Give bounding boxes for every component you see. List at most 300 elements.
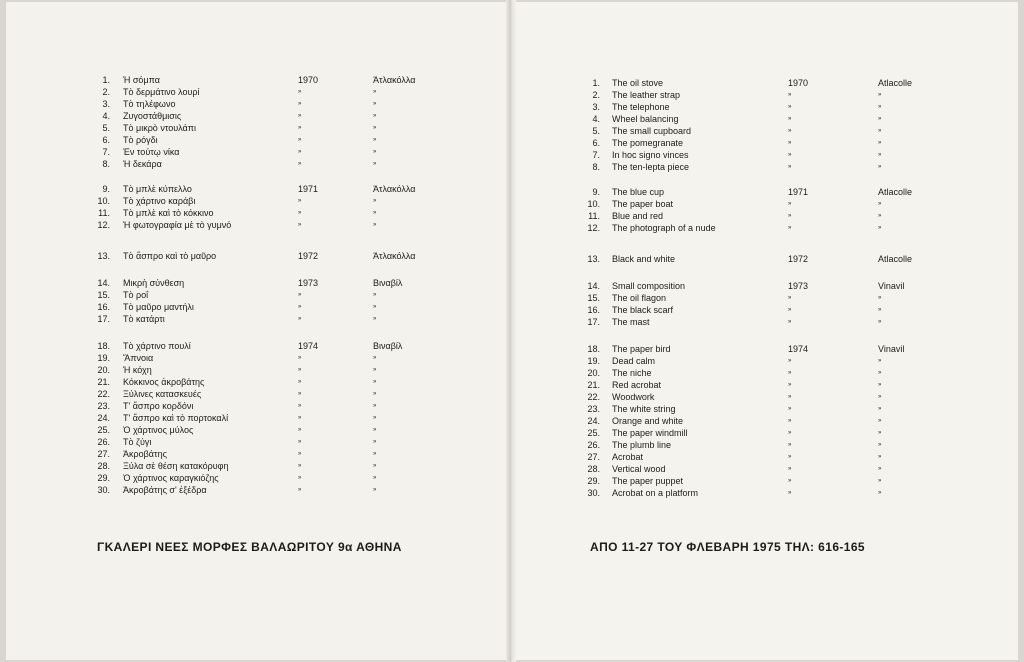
work-year: » xyxy=(788,478,792,484)
work-row xyxy=(90,400,450,412)
work-material: » xyxy=(373,161,377,167)
work-year: 1971 xyxy=(298,184,319,194)
work-title: Ὁ χάρτινος καραγκιόζης xyxy=(123,473,219,483)
work-row xyxy=(90,376,450,388)
work-title: Τὸ χάρτινο καράβι xyxy=(123,196,196,206)
work-material: » xyxy=(878,307,882,313)
work-material: » xyxy=(373,316,377,322)
work-material: » xyxy=(878,116,882,122)
work-title: The leather strap xyxy=(612,90,681,100)
work-number: 22. xyxy=(587,392,600,402)
work-number: 21. xyxy=(587,380,600,390)
work-title: The oil flagon xyxy=(612,293,667,303)
work-number: 20. xyxy=(587,368,600,378)
work-row xyxy=(576,427,936,439)
work-row xyxy=(576,379,936,391)
work-year: » xyxy=(788,358,792,364)
work-year: » xyxy=(298,463,302,469)
work-year: » xyxy=(298,475,302,481)
work-row xyxy=(90,122,450,134)
work-row xyxy=(90,340,450,352)
work-row xyxy=(90,289,450,301)
work-year: » xyxy=(788,225,792,231)
work-number: 15. xyxy=(587,293,600,303)
work-year: » xyxy=(298,355,302,361)
work-row xyxy=(576,415,936,427)
work-number: 12. xyxy=(587,223,600,233)
work-material: » xyxy=(878,358,882,364)
work-title: Ἀκροβάτης σ' ἐξέδρα xyxy=(123,485,207,495)
work-row xyxy=(90,86,450,98)
work-material: » xyxy=(373,475,377,481)
work-number: 29. xyxy=(587,476,600,486)
work-material: » xyxy=(373,487,377,493)
work-title: Ἐν τούτῳ νίκα xyxy=(123,147,180,157)
work-row xyxy=(576,89,936,101)
work-title: Τ' ἄσπρο καὶ τὸ πορτοκαλί xyxy=(123,413,229,423)
work-row xyxy=(576,355,936,367)
work-row xyxy=(90,472,450,484)
work-number: 2. xyxy=(592,90,600,100)
work-row xyxy=(90,250,450,262)
work-title: Τὸ τηλέφωνο xyxy=(123,99,176,109)
work-year: » xyxy=(788,295,792,301)
work-material: » xyxy=(878,319,882,325)
work-row xyxy=(90,448,450,460)
work-material: » xyxy=(373,198,377,204)
work-title: The pomegranate xyxy=(612,138,684,148)
work-row xyxy=(576,222,936,234)
work-row xyxy=(576,316,936,328)
work-material: » xyxy=(373,125,377,131)
work-material: » xyxy=(373,427,377,433)
work-material: » xyxy=(373,101,377,107)
work-title: The paper boat xyxy=(612,199,674,209)
work-title: The plumb line xyxy=(612,440,672,450)
work-material: » xyxy=(373,403,377,409)
work-material: » xyxy=(878,394,882,400)
work-material: » xyxy=(878,406,882,412)
work-row xyxy=(576,475,936,487)
work-material: » xyxy=(878,213,882,219)
work-row xyxy=(90,313,450,325)
work-row xyxy=(90,460,450,472)
work-number: 22. xyxy=(97,389,110,399)
work-row xyxy=(90,352,450,364)
work-material: Βιναβίλ xyxy=(373,341,403,351)
work-year: » xyxy=(788,406,792,412)
work-title: Wheel balancing xyxy=(612,114,679,124)
work-row xyxy=(90,219,450,231)
work-number: 30. xyxy=(587,488,600,498)
work-year: » xyxy=(298,210,302,216)
work-number: 26. xyxy=(97,437,110,447)
work-title: The white string xyxy=(612,404,676,414)
work-year: 1972 xyxy=(788,254,809,264)
work-number: 13. xyxy=(587,254,600,264)
work-year: 1971 xyxy=(788,187,809,197)
work-year: » xyxy=(788,201,792,207)
work-row xyxy=(90,388,450,400)
work-number: 26. xyxy=(587,440,600,450)
work-material: » xyxy=(373,137,377,143)
work-material: » xyxy=(878,478,882,484)
work-number: 5. xyxy=(592,126,600,136)
work-material: » xyxy=(373,292,377,298)
work-material: » xyxy=(373,89,377,95)
work-material: » xyxy=(878,128,882,134)
work-number: 25. xyxy=(97,425,110,435)
work-title: Ὁ χάρτινος μύλος xyxy=(123,425,194,435)
work-row xyxy=(576,487,936,499)
work-year: 1974 xyxy=(788,344,809,354)
work-year: » xyxy=(298,113,302,119)
work-title: Τὸ μπλὲ καὶ τὸ κόκκινο xyxy=(123,208,214,218)
work-year: » xyxy=(298,304,302,310)
work-year: » xyxy=(298,125,302,131)
work-title: Ἀκροβάτης xyxy=(123,449,167,459)
work-material: » xyxy=(878,295,882,301)
work-year: » xyxy=(298,292,302,298)
work-title: Ἡ κόχη xyxy=(123,365,152,375)
work-number: 29. xyxy=(97,473,110,483)
work-title: The niche xyxy=(612,368,652,378)
work-row xyxy=(90,110,450,122)
work-material: » xyxy=(878,454,882,460)
work-year: » xyxy=(298,161,302,167)
work-number: 18. xyxy=(587,344,600,354)
work-row xyxy=(90,74,450,86)
work-row xyxy=(576,149,936,161)
work-material: » xyxy=(373,379,377,385)
work-row xyxy=(576,403,936,415)
work-title: The black scarf xyxy=(612,305,674,315)
work-year: » xyxy=(298,149,302,155)
work-title: The paper bird xyxy=(612,344,671,354)
work-title: The blue cup xyxy=(612,187,665,197)
work-number: 25. xyxy=(587,428,600,438)
work-year: 1970 xyxy=(788,78,809,88)
work-year: » xyxy=(788,307,792,313)
work-year: » xyxy=(298,101,302,107)
work-year: » xyxy=(298,222,302,228)
page-fold xyxy=(506,0,516,662)
work-material: » xyxy=(878,104,882,110)
work-title: Τὸ μικρὸ ντουλάπι xyxy=(123,123,196,133)
work-number: 11. xyxy=(98,208,110,218)
work-material: » xyxy=(373,451,377,457)
work-title: Ἡ σόμπα xyxy=(123,75,160,85)
work-row xyxy=(576,77,936,89)
work-year: » xyxy=(298,379,302,385)
work-number: 27. xyxy=(587,452,600,462)
work-material: » xyxy=(878,152,882,158)
work-row xyxy=(90,424,450,436)
work-year: » xyxy=(788,430,792,436)
work-title: The telephone xyxy=(612,102,670,112)
work-row xyxy=(576,161,936,173)
work-row xyxy=(90,183,450,195)
work-row xyxy=(576,304,936,316)
work-material: » xyxy=(373,222,377,228)
work-year: » xyxy=(788,164,792,170)
work-year: » xyxy=(788,466,792,472)
work-material: Atlacolle xyxy=(878,254,913,264)
work-row xyxy=(90,98,450,110)
work-number: 27. xyxy=(97,449,110,459)
work-title: Acrobat on a platform xyxy=(612,488,699,498)
work-row xyxy=(90,436,450,448)
work-number: 24. xyxy=(97,413,110,423)
work-year: » xyxy=(788,394,792,400)
work-number: 14. xyxy=(97,278,110,288)
work-title: The paper puppet xyxy=(612,476,684,486)
work-title: Κόκκινος ἀκροβάτης xyxy=(123,377,205,387)
work-title: The photograph of a nude xyxy=(612,223,716,233)
work-number: 7. xyxy=(102,147,110,157)
work-title: Τὸ ζύγι xyxy=(123,437,152,447)
work-number: 9. xyxy=(102,184,110,194)
work-material: » xyxy=(878,442,882,448)
work-number: 5. xyxy=(102,123,110,133)
work-row xyxy=(90,207,450,219)
work-title: The oil stove xyxy=(612,78,664,88)
work-material: » xyxy=(878,418,882,424)
work-material: » xyxy=(373,149,377,155)
work-title: The small cupboard xyxy=(612,126,692,136)
work-number: 10. xyxy=(97,196,110,206)
work-material: Ἀτλακόλλα xyxy=(373,251,416,261)
work-year: 1970 xyxy=(298,75,319,85)
work-row xyxy=(90,364,450,376)
work-row xyxy=(90,158,450,170)
work-year: » xyxy=(298,439,302,445)
work-material: » xyxy=(878,490,882,496)
work-row xyxy=(576,343,936,355)
work-number: 28. xyxy=(97,461,110,471)
work-year: » xyxy=(788,382,792,388)
work-number: 17. xyxy=(97,314,110,324)
work-number: 19. xyxy=(97,353,110,363)
work-material: » xyxy=(373,113,377,119)
work-title: Woodwork xyxy=(612,392,655,402)
work-title: Τὸ μαῦρο μαντήλι xyxy=(123,302,194,312)
work-year: » xyxy=(298,415,302,421)
work-year: » xyxy=(298,367,302,373)
work-row xyxy=(576,292,936,304)
work-number: 6. xyxy=(592,138,600,148)
work-year: 1973 xyxy=(298,278,319,288)
work-title: Τ' ἄσπρο κορδόνι xyxy=(123,401,194,411)
work-number: 30. xyxy=(97,485,110,495)
work-row xyxy=(90,412,450,424)
work-title: The paper windmill xyxy=(612,428,688,438)
work-year: » xyxy=(788,213,792,219)
work-number: 14. xyxy=(587,281,600,291)
work-number: 23. xyxy=(97,401,110,411)
work-row xyxy=(90,146,450,158)
work-title: Acrobat xyxy=(612,452,644,462)
work-year: » xyxy=(788,140,792,146)
work-material: » xyxy=(878,164,882,170)
work-material: » xyxy=(373,304,377,310)
work-number: 13. xyxy=(97,251,110,261)
work-number: 23. xyxy=(587,404,600,414)
work-row xyxy=(576,253,936,265)
work-number: 24. xyxy=(587,416,600,426)
work-row xyxy=(576,367,936,379)
work-row xyxy=(576,451,936,463)
work-material: » xyxy=(878,225,882,231)
work-number: 21. xyxy=(97,377,110,387)
work-year: » xyxy=(788,418,792,424)
work-row xyxy=(576,280,936,292)
work-number: 9. xyxy=(592,187,600,197)
work-year: » xyxy=(298,198,302,204)
work-material: » xyxy=(373,210,377,216)
work-number: 17. xyxy=(587,317,600,327)
work-number: 18. xyxy=(97,341,110,351)
work-title: Ξύλα σὲ θέση κατακόρυφη xyxy=(123,461,229,471)
work-number: 19. xyxy=(587,356,600,366)
work-year: » xyxy=(788,490,792,496)
work-title: Dead calm xyxy=(612,356,656,366)
work-year: » xyxy=(298,403,302,409)
work-year: » xyxy=(788,116,792,122)
work-number: 2. xyxy=(102,87,110,97)
work-row xyxy=(576,113,936,125)
work-material: » xyxy=(878,140,882,146)
work-title: Ζυγοστάθμισις xyxy=(123,111,182,121)
work-material: » xyxy=(878,382,882,388)
work-number: 10. xyxy=(587,199,600,209)
work-title: Τὸ ροΐ xyxy=(123,290,149,300)
work-number: 15. xyxy=(97,290,110,300)
work-year: » xyxy=(298,137,302,143)
work-year: » xyxy=(298,487,302,493)
work-year: » xyxy=(298,316,302,322)
work-title: Ἄπνοια xyxy=(123,353,154,363)
work-number: 11. xyxy=(588,211,600,221)
work-number: 12. xyxy=(97,220,110,230)
work-material: » xyxy=(373,367,377,373)
work-row xyxy=(90,301,450,313)
work-year: » xyxy=(788,319,792,325)
work-material: » xyxy=(373,463,377,469)
work-title: Τὸ μπλὲ κύπελλο xyxy=(123,184,192,194)
work-row xyxy=(90,277,450,289)
work-title: Ἡ φωτογραφία μὲ τὸ γυμνό xyxy=(123,220,232,230)
exhibition-dates: ΑΠΟ 11-27 ΤΟΥ ΦΛΕΒΑΡΗ 1975 ΤΗΛ: 616-165 xyxy=(590,540,866,554)
work-material: » xyxy=(878,430,882,436)
work-title: Ἡ δεκάρα xyxy=(123,159,162,169)
work-material: » xyxy=(878,370,882,376)
work-year: » xyxy=(788,370,792,376)
work-year: » xyxy=(788,128,792,134)
work-year: » xyxy=(788,92,792,98)
work-row xyxy=(576,210,936,222)
work-material: » xyxy=(373,439,377,445)
work-title: The ten-lepta piece xyxy=(612,162,690,172)
work-title: Τὸ ἄσπρο καὶ τὸ μαῦρο xyxy=(123,251,217,261)
work-row xyxy=(576,391,936,403)
work-row xyxy=(576,463,936,475)
work-number: 6. xyxy=(102,135,110,145)
work-title: Red acrobat xyxy=(612,380,662,390)
work-material: Ἀτλακόλλα xyxy=(373,75,416,85)
work-material: » xyxy=(373,391,377,397)
work-number: 8. xyxy=(592,162,600,172)
work-year: 1972 xyxy=(298,251,319,261)
work-title: Τὸ ρόγδι xyxy=(123,135,158,145)
work-row xyxy=(576,125,936,137)
work-year: » xyxy=(298,89,302,95)
greek-works-list xyxy=(90,0,450,500)
work-year: » xyxy=(298,427,302,433)
work-row xyxy=(90,484,450,496)
work-title: Blue and red xyxy=(612,211,664,221)
work-material: Βιναβίλ xyxy=(373,278,403,288)
work-year: » xyxy=(298,391,302,397)
work-year: » xyxy=(298,451,302,457)
work-number: 3. xyxy=(102,99,110,109)
work-title: Ξύλινες κατασκευές xyxy=(123,389,202,399)
work-material: Vinavil xyxy=(878,344,905,354)
work-number: 16. xyxy=(587,305,600,315)
gallery-address: ΓΚΑΛΕΡΙ ΝΕΕΣ ΜΟΡΦΕΣ ΒΑΛΑΩΡΙΤΟΥ 9α ΑΘΗΝΑ xyxy=(97,540,402,554)
work-title: Τὸ κατάρτι xyxy=(123,314,165,324)
work-row xyxy=(576,137,936,149)
work-title: Black and white xyxy=(612,254,676,264)
work-material: » xyxy=(878,466,882,472)
work-number: 1. xyxy=(592,78,600,88)
work-number: 8. xyxy=(102,159,110,169)
work-year: » xyxy=(788,454,792,460)
work-year: » xyxy=(788,152,792,158)
work-material: Ἀτλακόλλα xyxy=(373,184,416,194)
work-row xyxy=(90,195,450,207)
work-number: 28. xyxy=(587,464,600,474)
work-year: 1974 xyxy=(298,341,319,351)
work-material: » xyxy=(878,92,882,98)
work-number: 4. xyxy=(102,111,110,121)
work-material: Atlacolle xyxy=(878,187,913,197)
work-title: Small composition xyxy=(612,281,686,291)
work-number: 20. xyxy=(97,365,110,375)
work-title: The mast xyxy=(612,317,650,327)
work-year: 1973 xyxy=(788,281,809,291)
work-title: Vertical wood xyxy=(612,464,666,474)
work-title: Orange and white xyxy=(612,416,684,426)
work-title: In hoc signo vinces xyxy=(612,150,689,160)
work-row xyxy=(576,186,936,198)
work-material: » xyxy=(373,355,377,361)
work-number: 3. xyxy=(592,102,600,112)
work-row xyxy=(576,101,936,113)
work-row xyxy=(90,134,450,146)
work-material: Atlacolle xyxy=(878,78,913,88)
work-material: Vinavil xyxy=(878,281,905,291)
work-material: » xyxy=(878,201,882,207)
work-title: Τὸ δερμάτινο λουρί xyxy=(123,87,200,97)
work-number: 1. xyxy=(102,75,110,85)
work-title: Τὸ χάρτινο πουλί xyxy=(123,341,191,351)
work-material: » xyxy=(373,415,377,421)
work-title: Μικρὴ σύνθεση xyxy=(123,278,185,288)
work-year: » xyxy=(788,104,792,110)
work-number: 4. xyxy=(592,114,600,124)
work-year: » xyxy=(788,442,792,448)
